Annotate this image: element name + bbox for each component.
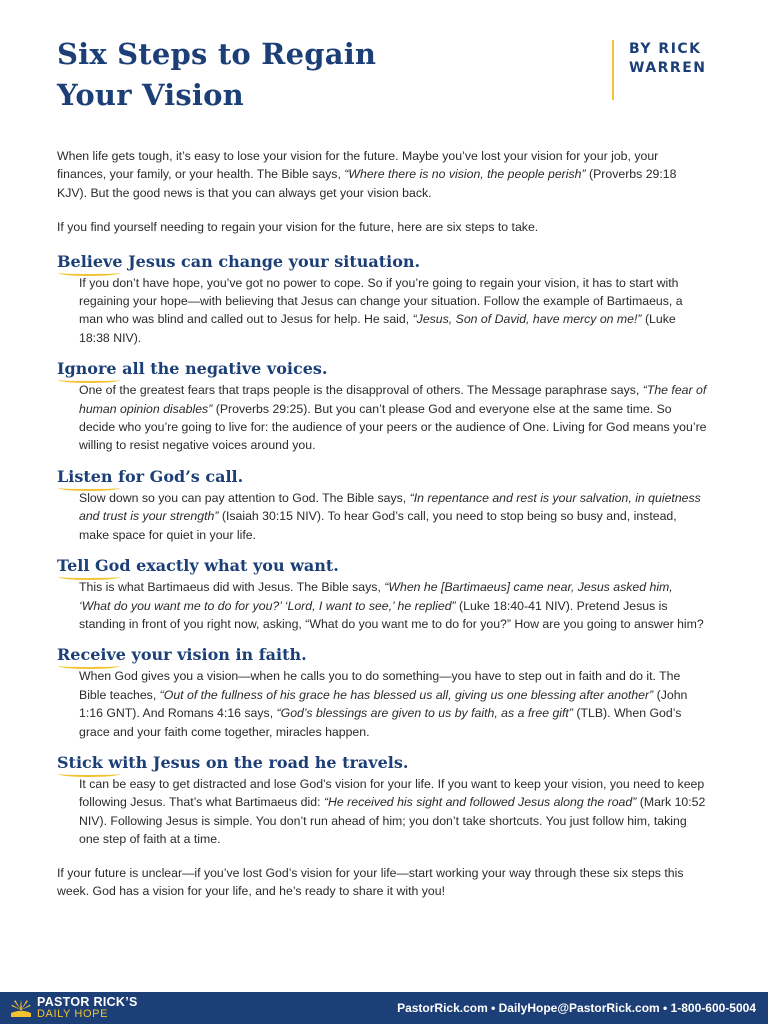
title-line-1: Six Steps to Regain (57, 37, 377, 71)
scripture-quote: “Where there is no vision, the people perish” (344, 167, 586, 182)
intro-paragraph-1 (57, 147, 707, 202)
title-line-2: Your Vision (57, 78, 244, 112)
text-run: (Proverbs 29:18 KJV). But the good news is that you can always get your vision back. (57, 167, 677, 200)
brand-name: PASTOR RICK’S (37, 995, 138, 1009)
step-4 (57, 555, 707, 633)
step-6 (57, 752, 707, 849)
text-run: This is what Bartimaeus did with Jesus. The Bible says, (79, 580, 385, 595)
step-heading: Receive your vision in faith. (57, 645, 307, 665)
step-body (57, 489, 707, 544)
step-heading: Tell God exactly what you want. (57, 556, 339, 576)
text-run: It can be easy to get distracted and lose God’s vision for your life. If you want to keep your vision, you need to keep following Jesus. That’s what Bartimaeus did: (79, 776, 705, 810)
text-run: (Proverbs 29:25). But you can’t please God and everyone else at the same time. So decide who you’re going to live for: the audience of your peers or the audience of One. Living for God means you’re willing to resist negative voices around you. (79, 401, 707, 453)
text-run: (Luke 18:38 NIV). (79, 312, 676, 345)
scripture-quote: “In repentance and rest is your salvation, in quietness and trust is your strength” (79, 490, 701, 524)
byline-line-2: WARREN (629, 60, 707, 76)
brand-subtitle: DAILY HOPE (37, 1008, 109, 1020)
text-run: When life gets tough, it’s easy to lose your vision for the future. Maybe you’ve lost your vision for your job, your finances, your family, or your health. The Bible says, (57, 149, 659, 182)
text-run: When God gives you a vision—when he calls you to do something—you have to step out in faith and do it. The Bible teaches, (79, 669, 681, 702)
scripture-quote: “He received his sight and followed Jesus along the road” (323, 795, 637, 810)
scripture-quote: “When he [Bartimaeus] came near, Jesus asked him, ‘What do you want me to do for you?’ ‘Lord, I want to see,’ he replied” (79, 580, 673, 613)
step-body (57, 381, 707, 455)
page-title (57, 34, 376, 116)
step-heading: Believe Jesus can change your situation. (57, 251, 421, 271)
scripture-quote: “God’s blessings are given to us by faith, as a free gift” (276, 706, 573, 721)
scripture-quote: “Jesus, Son of David, have mercy on me!” (412, 312, 642, 327)
step-body (57, 775, 707, 849)
step-5 (57, 644, 707, 741)
step-1 (57, 251, 707, 348)
footer-bar (0, 992, 768, 1024)
step-heading: Stick with Jesus on the road he travels. (57, 752, 409, 772)
text-run: If you don’t have hope, you’ve got no power to cope. So if you’re going to regain your vision, it has to start with regaining your hope—with believing that Jesus can change your situation. Follow the example of Bartimaeus, a man who was blind and called out to Jesus for help. He said, (79, 275, 683, 327)
text-run: (Isaiah 30:15 NIV). To hear God’s call, you need to stop being so busy and, instead, make space for quiet in your life. (79, 509, 677, 542)
byline-line-1: BY RICK (629, 41, 702, 57)
step-2 (57, 358, 707, 455)
text-run: (John 1:16 GNT). And Romans 4:16 says, (79, 687, 688, 721)
article-content (57, 147, 707, 900)
closing-paragraph (57, 864, 707, 901)
text-run: If your future is unclear—if you’ve lost God’s vision for your life—start working your way through these six steps this week. God has a vision for your life, and he’s ready to share it with you! (57, 865, 684, 898)
text-run: One of the greatest fears that traps people is the disapproval of others. The Message paraphrase says, (79, 383, 643, 398)
author-byline (612, 40, 707, 100)
step-body (57, 578, 707, 633)
daily-hope-logo-icon (9, 996, 33, 1020)
step-heading: Ignore all the negative voices. (57, 359, 328, 379)
text-run: Slow down so you can pay attention to God. The Bible says, (79, 490, 410, 505)
step-body (57, 274, 707, 348)
scripture-quote: “The fear of human opinion disables” (79, 383, 707, 416)
text-run: If you find yourself needing to regain your vision for the future, here are six steps to take. (57, 220, 539, 235)
text-run: (TLB). When God’s grace and your faith come together, miracles happen. (79, 706, 682, 739)
text-run: (Mark 10:52 NIV). Following Jesus is simple. You don’t run ahead of him; you don’t take shortcuts. You just follow him, taking one step of faith at a time. (79, 795, 706, 847)
text-run: (Luke 18:40-41 NIV). Pretend Jesus is standing in front of you right now, asking, “What do you want me to do for you?” How are you going to answer him? (79, 598, 704, 631)
step-heading: Listen for God’s call. (57, 466, 244, 486)
step-body (57, 667, 707, 741)
intro-paragraph-2 (57, 218, 707, 236)
scripture-quote: “Out of the fullness of his grace he has blessed us all, giving us one blessing after another” (159, 687, 654, 702)
step-3 (57, 466, 707, 544)
contact-info: PastorRick.com • DailyHope@PastorRick.com • 1-800-600-5004 (397, 1001, 756, 1015)
